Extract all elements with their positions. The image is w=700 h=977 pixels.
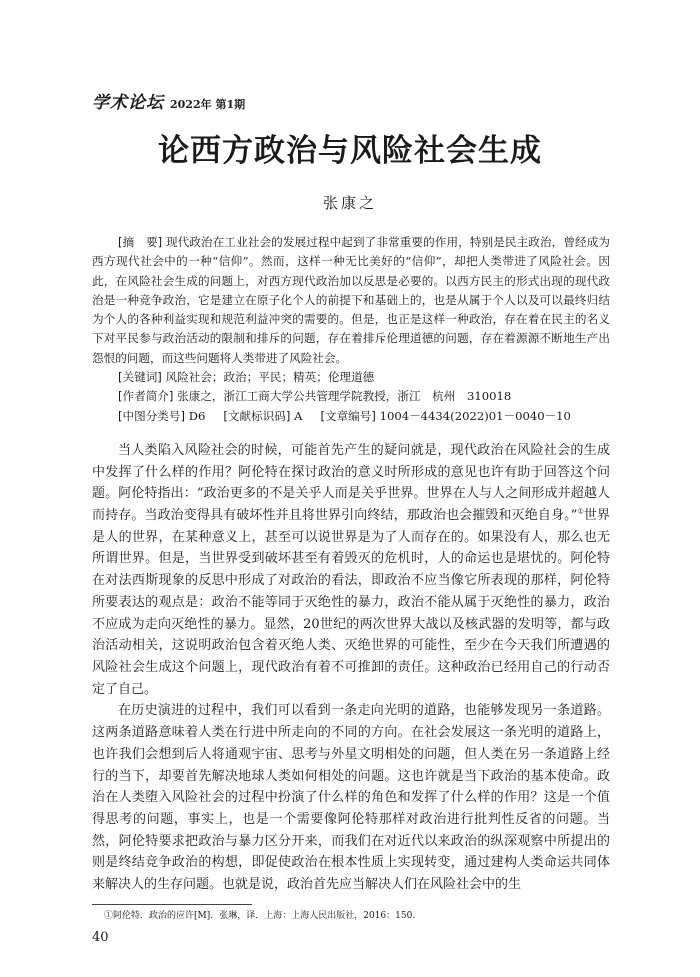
- article-no-value: 1004－4434(2022)01－0040－10: [379, 408, 571, 423]
- article-title: 论西方政治与风险社会生成: [158, 133, 542, 169]
- paragraph: 在历史演进的过程中，我们可以看到一条走向光明的道路，也能够发现另一条道路。这两条道路意味着人类在行进中所走向的不同的方向。在社会发展这一条光明的道路上，也许我们会想到后人将通观宇宙、思考与外星文明相处的问题，但人类在另一条道路上经行的当下，却要首先解决地球人类如何相处的问题。这也许就是当下政治的基本使命。政治在人类堕入风险社会的过程中扮演了什么样的角色和发挥了什么样的作用？这是一个值得思考的问题，事实上，也是一个需要像阿伦特那样对政治进行批判性反省的问题。当然，阿伦特要求把政治与暴力区分开来，而我们在对近代以来政治的纵深观察中所提出的则是终结竞争政治的构想，即促使政治在根本性质上实现转变，通过建构人类命运共同体来解决人的生存问题。也就是说，政治首先应当解决人们在风险社会中的生: [92, 703, 610, 893]
- paragraph-text: 当人类陷入风险社会的时候，可能首先产生的疑问就是，现代政治在风险社会的生成中发挥了什么样的作用？阿伦特在探讨政治的意义时所形成的意见也许有助于回答这个问题。阿伦特指出：“政治更多的不是关乎人而是关乎世界。世界在人与人之间形成并超越人而持存。当政治变得具有破坏性并且将世界引向终结，那政治也会摧毁和灭绝自身。”: [92, 442, 610, 524]
- footnote-ref[interactable]: ①: [577, 507, 584, 516]
- paragraph: [92, 440, 610, 700]
- running-header: [92, 88, 610, 113]
- paragraph-text: 世界是人的世界，在某种意义上，甚至可以说世界是为了人而存在的。如果没有人，那么也无所谓世界。但是，当世界受到破坏甚至有着毁灭的危机时，人的命运也是堪忧的。阿伦特在对法西斯现象的反思中形成了对政治的看法，即政治不应当像它所表现的那样，阿伦特所要表达的观点是：政治不能等同于灭绝性的暴力，政治不能从属于灭绝性的暴力，政治不应成为走向灭绝性的暴力。显然，20世纪的两次世界大战以及核武器的发明等，都与政治活动相关，这说明政治包含着灭绝人类、灭绝世界的可能性，至少在今天我们所遭遇的风险社会生成这个问题上，现代政治有着不可推卸的责任。这种政治已经用自己的行动否定了自己。: [92, 508, 610, 697]
- body-text: [92, 440, 610, 896]
- author-info-text: 张康之，浙江工商大学公共管理学院教授，浙江 杭州 310018: [177, 389, 512, 404]
- page-number: 40: [92, 929, 109, 945]
- abstract: [92, 233, 610, 368]
- doc-code-label: [文献标识码]: [223, 408, 291, 423]
- author-info: [92, 387, 610, 406]
- doc-code-value: A: [294, 408, 303, 423]
- abstract-label: [摘 要]: [118, 235, 163, 249]
- keywords-label: [关键词]: [118, 370, 162, 385]
- footnote: ①阿伦特．政治的应许[M]．张琳，译．上海：上海人民出版社，2016：150.: [104, 910, 416, 921]
- abstract-block: [92, 233, 610, 426]
- classification-value: D6: [188, 408, 206, 423]
- issue-label: 2022年 第1期: [170, 98, 246, 111]
- page: [92, 0, 610, 977]
- classification-row: [92, 407, 610, 426]
- journal-logo: 学术论坛: [92, 93, 164, 113]
- footnote-divider: [92, 904, 252, 905]
- keywords-text: 风险社会；政治；平民；精英；伦理道德: [165, 370, 375, 385]
- classification-label: [中图分类号]: [118, 408, 186, 423]
- article-no-label: [文章编号]: [320, 408, 376, 423]
- author-info-label: [作者简介]: [118, 389, 174, 404]
- keywords: [92, 368, 610, 387]
- abstract-text: 现代政治在工业社会的发展过程中起到了非常重要的作用，特别是民主政治，曾经成为西方现代社会中的一种“信仰”。然而，这样一种无比美好的“信仰”，却把人类带进了风险社会。因此，在风险社会生成的问题上，对西方现代政治加以反思是必要的。以西方民主的形式出现的现代政治是一种竞争政治，它是建立在原子化个人的前提下和基础上的，也是从属于个人以及可以最终归结为个人的各种利益实现和规范利益冲突的需要的。但是，也正是这样一种政治，存在着在民主的名义下对平民参与政治活动的限制和排斥的问题，存在着排斥伦理道德的问题，存在着源源不断地生产出怨恨的问题，而这些问题将人类带进了风险社会。: [92, 235, 610, 365]
- author-name: 张康之: [322, 194, 377, 212]
